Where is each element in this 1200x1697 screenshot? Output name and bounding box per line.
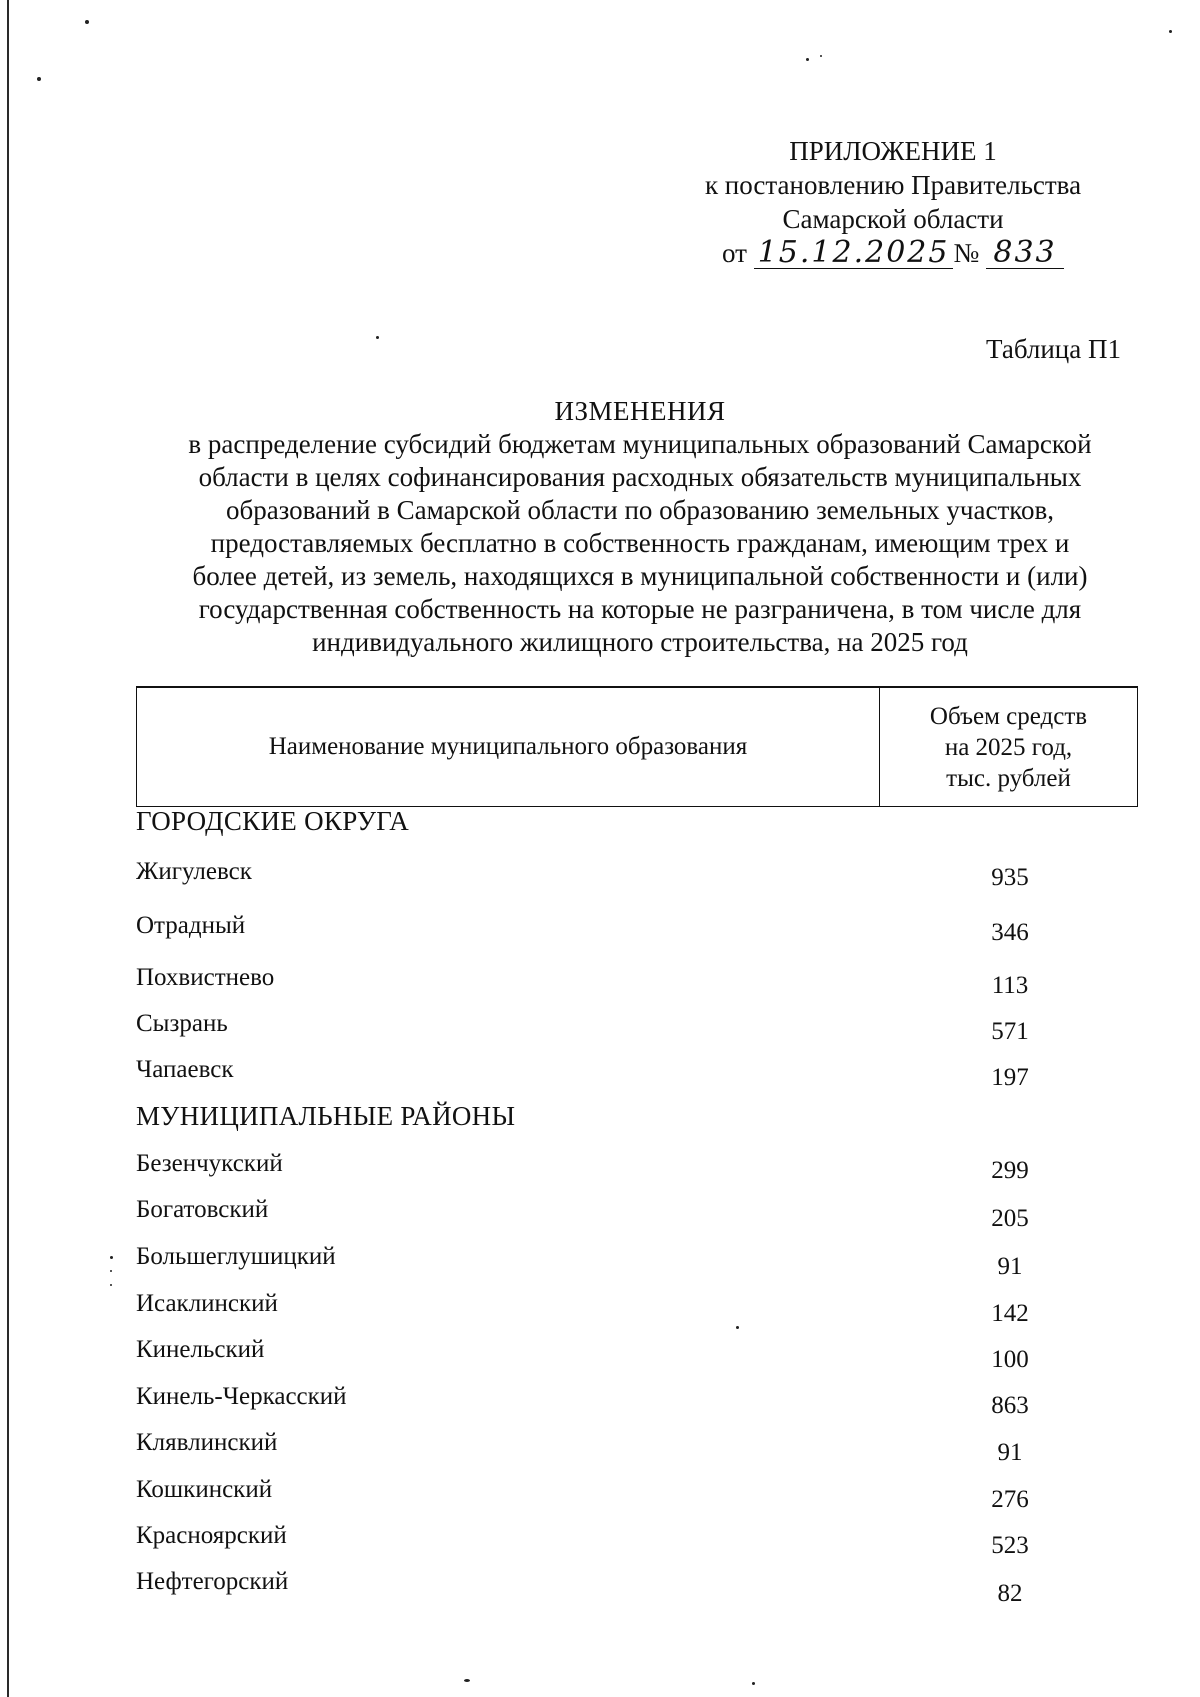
row-name: Большеглушицкий bbox=[136, 1243, 336, 1270]
row-value: 100 bbox=[991, 1346, 1029, 1373]
heading-line: области в целях софинансирования расходных обязательств муниципальных bbox=[198, 462, 1082, 492]
row-name: Похвистнево bbox=[136, 964, 275, 991]
appendix-date-line bbox=[663, 236, 1123, 270]
appendix-block bbox=[663, 134, 1123, 270]
header-name-column: Наименование муниципального образования bbox=[137, 688, 880, 806]
row-value: 935 bbox=[991, 864, 1029, 891]
scan-speck bbox=[1169, 30, 1172, 33]
row-value: 299 bbox=[991, 1157, 1029, 1184]
heading-line: индивидуального жилищного строительства, на 2025 год bbox=[312, 627, 968, 657]
scan-speck bbox=[85, 20, 89, 24]
heading-line: образований в Самарской области по образованию земельных участков, bbox=[225, 495, 1055, 525]
document-heading bbox=[140, 395, 1140, 659]
row-value: 91 bbox=[997, 1439, 1023, 1466]
scan-left-edge bbox=[7, 0, 9, 1697]
row-name: Безенчукский bbox=[136, 1150, 283, 1177]
handwritten-date: 15.12.2025 bbox=[754, 238, 954, 269]
row-name: Исаклинский bbox=[136, 1290, 278, 1317]
section-title: МУНИЦИПАЛЬНЫЕ РАЙОНЫ bbox=[136, 1101, 516, 1131]
row-value: 142 bbox=[991, 1300, 1029, 1327]
date-prefix: от bbox=[722, 238, 747, 268]
row-value: 113 bbox=[991, 972, 1029, 999]
row-name: Красноярский bbox=[136, 1522, 287, 1549]
table-header bbox=[136, 686, 1138, 807]
row-value: 523 bbox=[991, 1532, 1029, 1559]
row-value: 82 bbox=[997, 1580, 1023, 1607]
row-name: Клявлинский bbox=[136, 1429, 278, 1456]
scan-speck bbox=[806, 58, 809, 61]
appendix-line-3: Самарской области bbox=[782, 204, 1004, 234]
row-name: Кинельский bbox=[136, 1336, 265, 1363]
appendix-line-2: к постановлению Правительства bbox=[704, 170, 1082, 200]
heading-title: ИЗМЕНЕНИЯ bbox=[554, 396, 726, 426]
row-name: Нефтегорский bbox=[136, 1568, 289, 1595]
heading-line: государственная собственность на которые не разграничена, в том числе для bbox=[198, 594, 1082, 624]
row-value: 91 bbox=[997, 1253, 1023, 1280]
number-sign: № bbox=[953, 238, 980, 268]
row-name: Богатовский bbox=[136, 1196, 269, 1223]
scan-speck bbox=[752, 1682, 755, 1685]
scan-speck bbox=[37, 77, 41, 81]
row-name: Кошкинский bbox=[136, 1476, 273, 1503]
row-value: 571 bbox=[991, 1018, 1029, 1045]
appendix-title: ПРИЛОЖЕНИЕ 1 bbox=[789, 136, 997, 166]
row-name: Кинель-Черкасский bbox=[136, 1383, 347, 1410]
row-value: 205 bbox=[991, 1205, 1029, 1232]
scan-speck bbox=[110, 1270, 112, 1272]
handwritten-number: 833 bbox=[986, 238, 1064, 269]
row-value: 346 bbox=[991, 919, 1029, 946]
heading-line: предоставляемых бесплатно в собственность гражданам, имеющим трех и bbox=[210, 528, 1070, 558]
section-title: ГОРОДСКИЕ ОКРУГА bbox=[136, 806, 410, 836]
scan-speck bbox=[464, 1679, 470, 1682]
row-value: 863 bbox=[991, 1392, 1029, 1419]
scan-speck bbox=[820, 55, 822, 57]
row-value: 197 bbox=[991, 1064, 1029, 1091]
header-amount-column: Объем средств на 2025 год, тыс. рублей bbox=[929, 702, 1088, 792]
row-name: Отрадный bbox=[136, 912, 246, 939]
row-value: 276 bbox=[991, 1486, 1029, 1513]
row-name: Сызрань bbox=[136, 1010, 228, 1037]
row-name: Жигулевск bbox=[136, 858, 252, 885]
table-label: Таблица П1 bbox=[986, 334, 1121, 364]
heading-line: более детей, из земель, находящихся в муниципальной собственности и (или) bbox=[192, 561, 1088, 591]
heading-line: в распределение субсидий бюджетам муниципальных образований Самарской bbox=[188, 429, 1092, 459]
row-name: Чапаевск bbox=[136, 1056, 234, 1083]
scan-speck bbox=[736, 1326, 739, 1329]
scan-speck bbox=[110, 1256, 113, 1259]
scan-speck bbox=[110, 1284, 112, 1286]
scan-speck bbox=[376, 336, 379, 339]
